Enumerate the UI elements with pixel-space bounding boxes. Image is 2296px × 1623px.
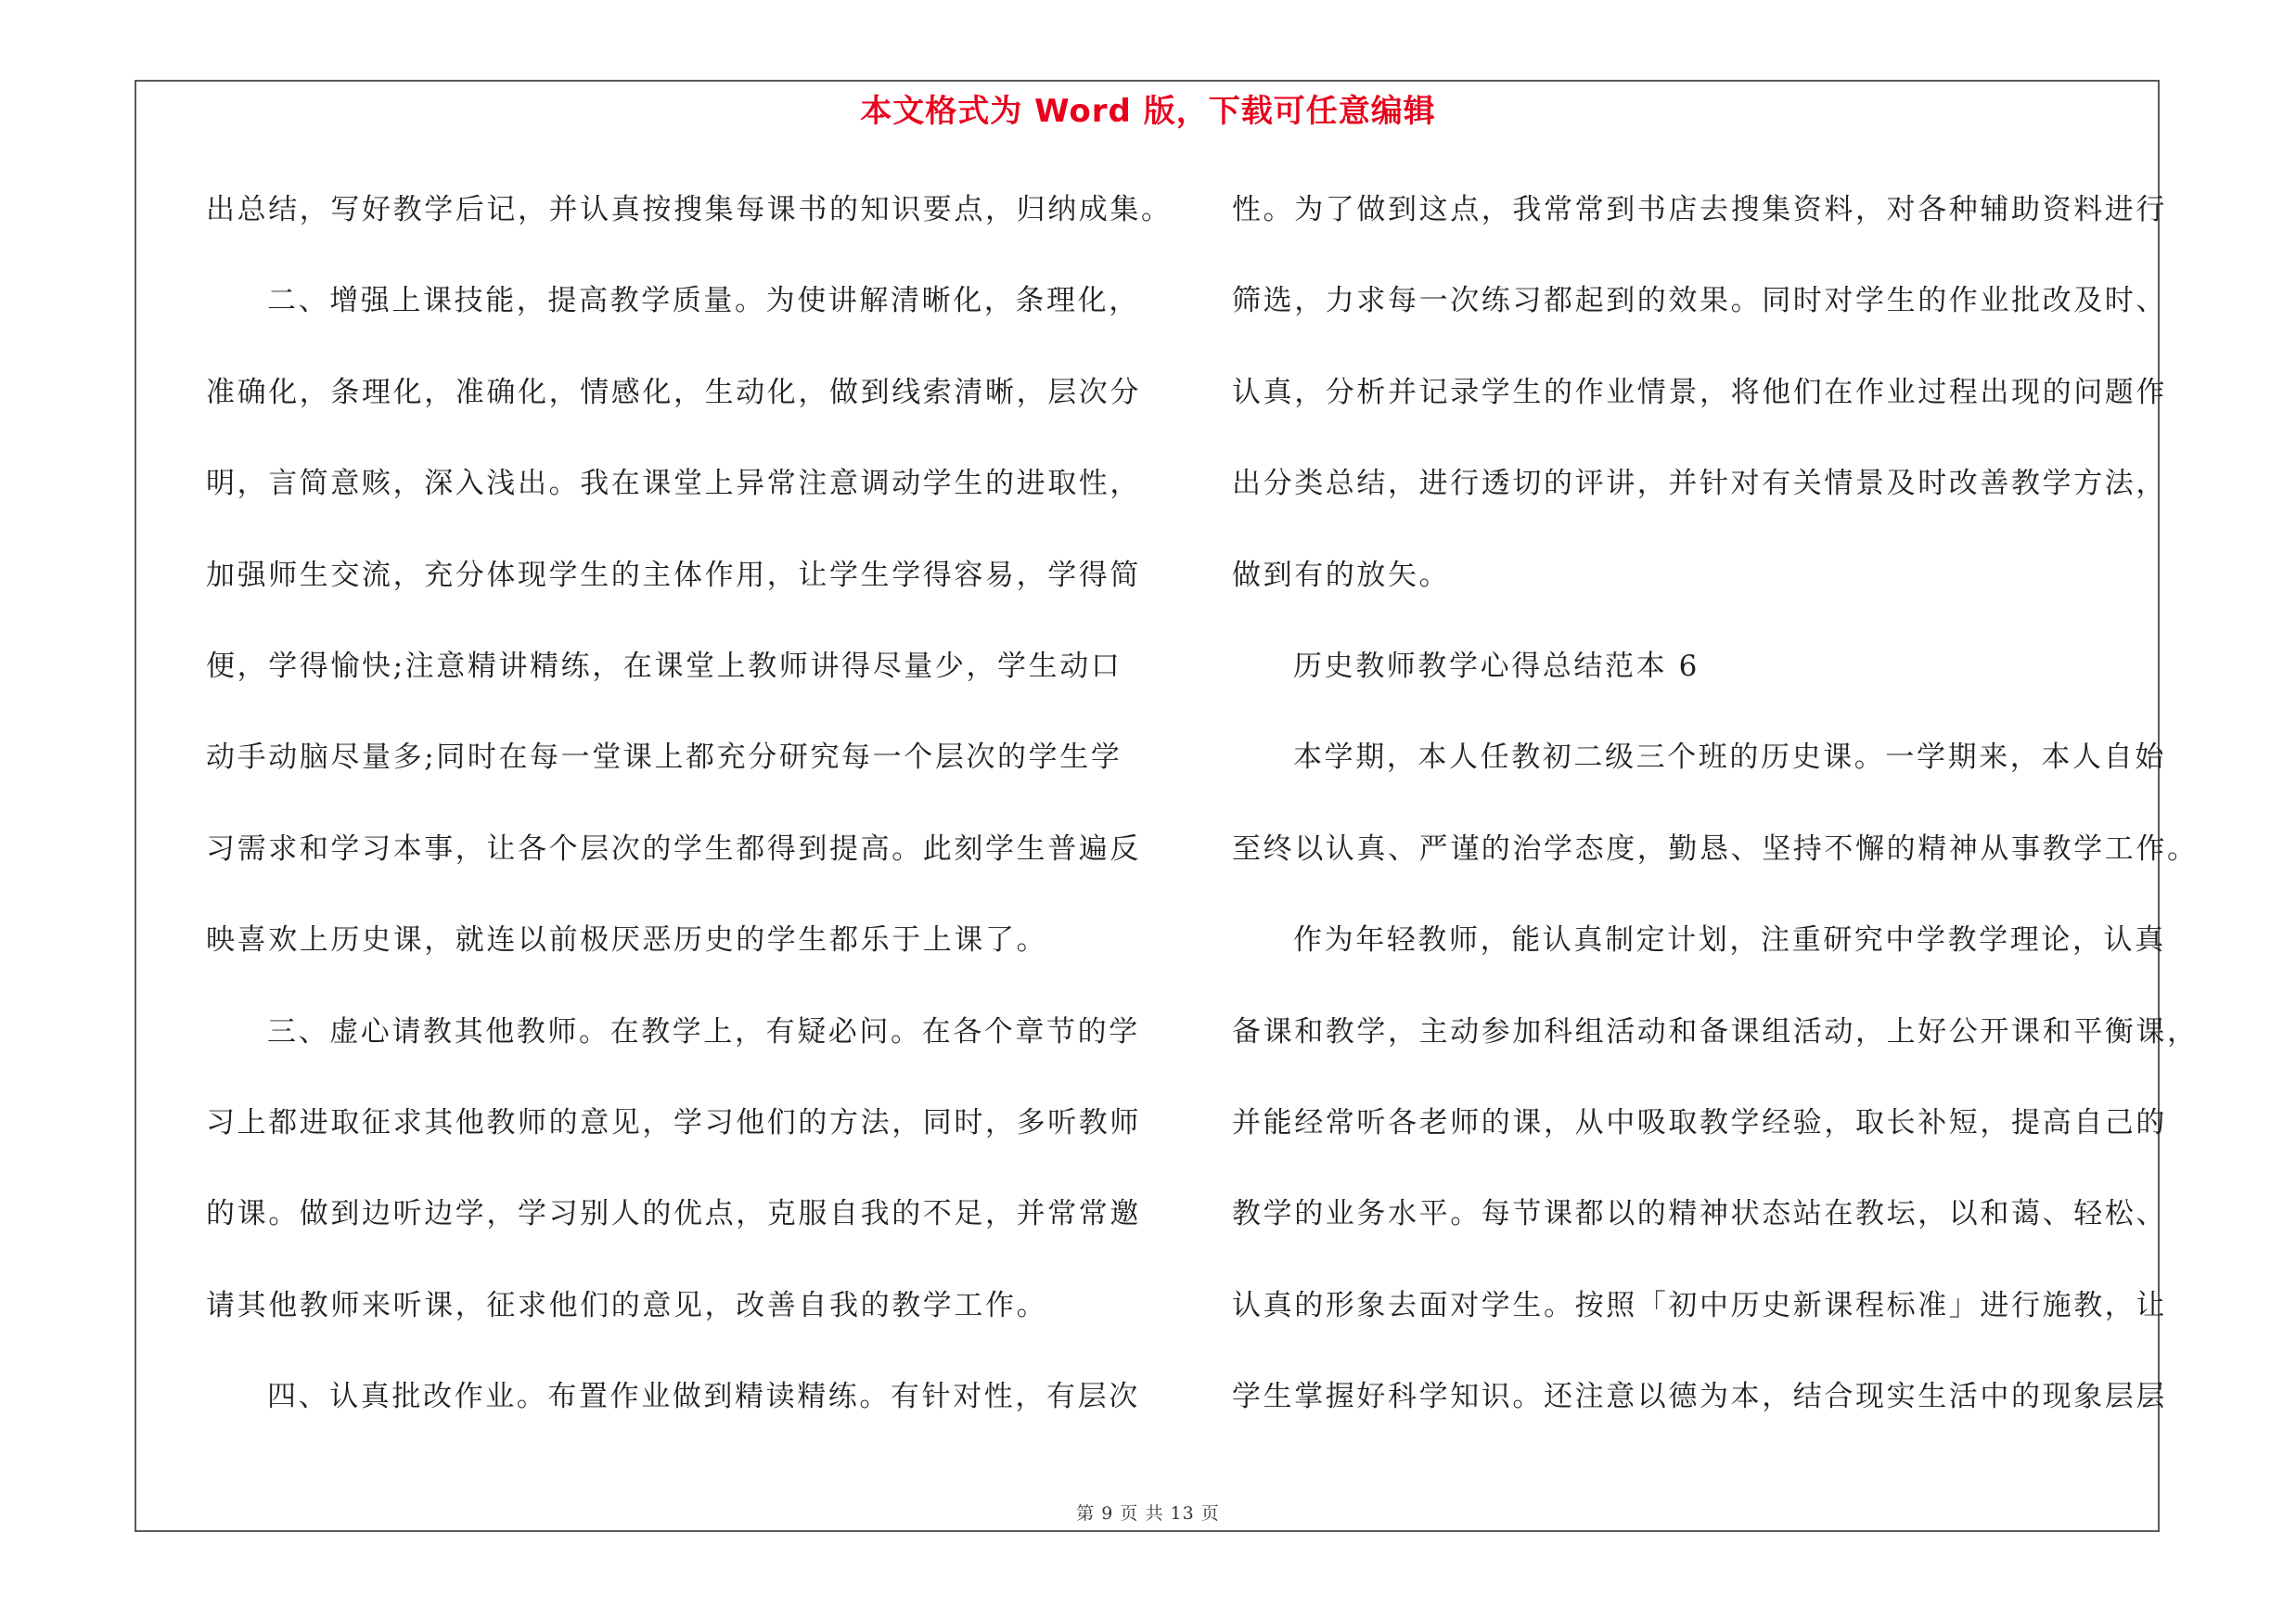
- text-line: 三、虚心请教其他教师。在教学上，有疑必问。在各个章节的学: [267, 1014, 1140, 1049]
- text-line: 明，言简意赅，深入浅出。我在课堂上异常注意调动学生的进取性，: [206, 467, 1141, 501]
- text-line: 二、增强上课技能，提高教学质量。为使讲解清晰化，条理化，: [267, 284, 1140, 318]
- text-line: 的课。做到边听边学，学习别人的优点，克服自我的不足，并常常邀: [206, 1197, 1141, 1231]
- text-line: 认真的形象去面对学生。按照「初中历史新课程标准」进行施教，让: [1232, 1288, 2167, 1322]
- text-line: 四、认真批改作业。布置作业做到精读精练。有针对性，有层次: [267, 1380, 1140, 1414]
- text-line: 历史教师教学心得总结范本 6: [1293, 649, 1700, 683]
- text-line: 习上都进取征求其他教师的意见，学习他们的方法，同时，多听教师: [206, 1105, 1141, 1140]
- text-line: 映喜欢上历史课，就连以前极厌恶历史的学生都乐于上课了。: [206, 923, 1048, 958]
- format-banner: 本文格式为 Word 版，下载可任意编辑: [860, 93, 1436, 130]
- text-line: 并能经常听各老师的课，从中吸取教学经验，取长补短，提高自己的: [1232, 1105, 2167, 1140]
- right-column: [1232, 182, 2199, 1460]
- text-line: 学生掌握好科学知识。还注意以德为本，结合现实生活中的现象层层: [1232, 1380, 2167, 1414]
- text-line: 本学期，本人任教初二级三个班的历史课。一学期来，本人自始: [1293, 741, 2166, 775]
- text-line: 性。为了做到这点，我常常到书店去搜集资料，对各种辅助资料进行: [1232, 193, 2167, 226]
- text-line: 出分类总结，进行透切的评讲，并针对有关情景及时改善教学方法，: [1232, 467, 2167, 501]
- text-line: 加强师生交流，充分体现学生的主体作用，让学生学得容易，学得简: [206, 558, 1141, 592]
- left-column: [206, 182, 1173, 1460]
- text-line: 认真，分析并记录学生的作业情景，将他们在作业过程出现的问题作: [1232, 375, 2167, 409]
- text-line: 准确化，条理化，准确化，情感化，生动化，做到线索清晰，层次分: [206, 375, 1141, 409]
- text-line: 动手动脑尽量多;同时在每一堂课上都充分研究每一个层次的学生学: [206, 741, 1122, 775]
- text-line: 教学的业务水平。每节课都以的精神状态站在教坛，以和蔼、轻松、: [1232, 1197, 2167, 1231]
- text-line: 出总结，写好教学后记，并认真按搜集每课书的知识要点，归纳成集。: [206, 193, 1173, 226]
- text-line: 筛选，力求每一次练习都起到的效果。同时对学生的作业批改及时、: [1232, 284, 2167, 318]
- text-line: 请其他教师来听课，征求他们的意见，改善自我的教学工作。: [206, 1288, 1048, 1322]
- text-line: 作为年轻教师，能认真制定计划，注重研究中学教学理论，认真: [1293, 923, 2166, 958]
- text-line: 做到有的放矢。: [1232, 558, 1451, 592]
- text-line: 至终以认真、严谨的治学态度，勤恳、坚持不懈的精神从事教学工作。: [1232, 831, 2199, 866]
- page-number-footer: 第 9 页 共 13 页: [1076, 1503, 1220, 1524]
- text-line: 便，学得愉快;注意精讲精练，在课堂上教师讲得尽量少，学生动口: [206, 649, 1122, 683]
- text-line: 备课和教学，主动参加科组活动和备课组活动，上好公开课和平衡课，: [1232, 1014, 2199, 1049]
- text-line: 习需求和学习本事，让各个层次的学生都得到提高。此刻学生普遍反: [206, 831, 1141, 866]
